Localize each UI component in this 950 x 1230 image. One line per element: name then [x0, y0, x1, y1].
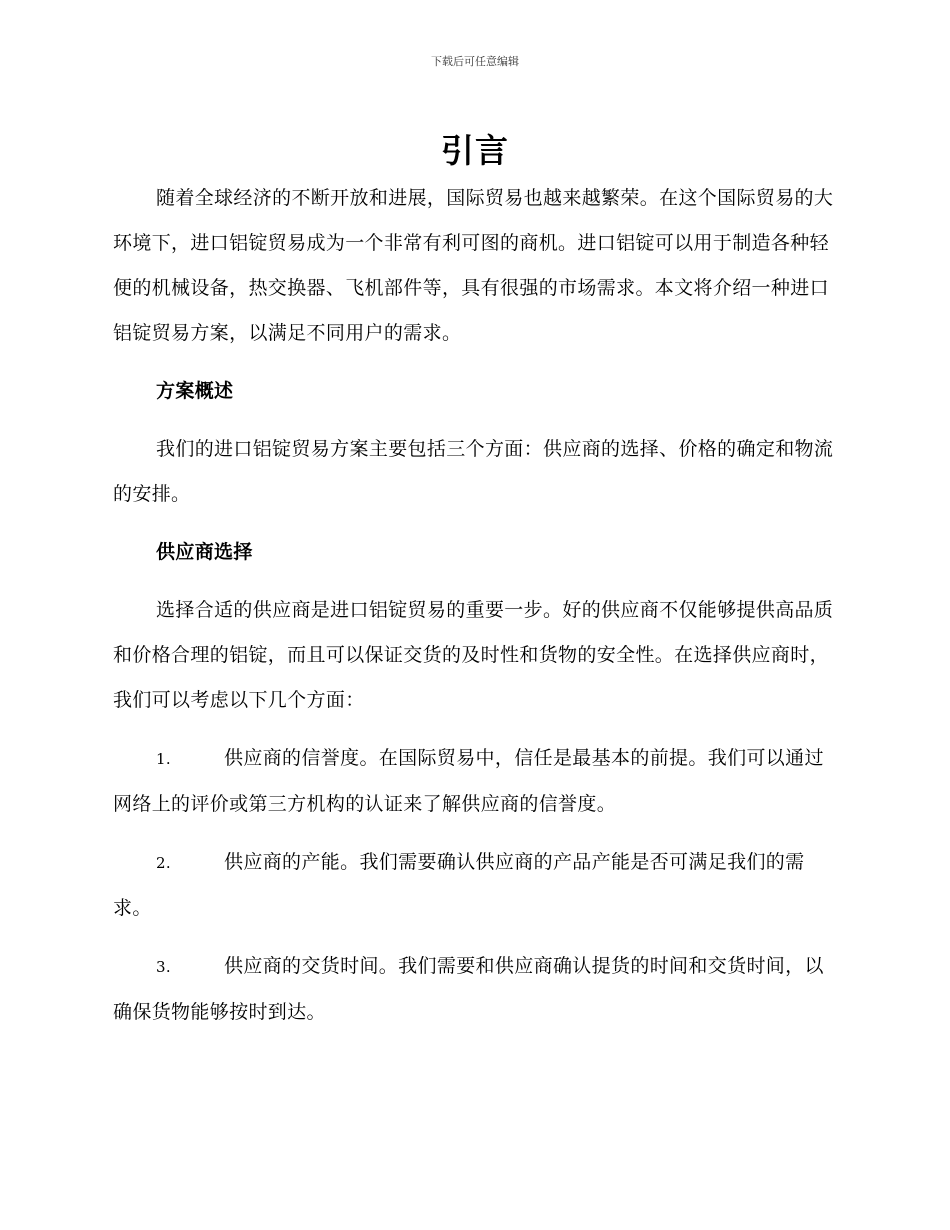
list-item: [113, 840, 837, 931]
list-text: 供应商的交货时间。我们需要和供应商确认提货的时间和交货时间，以确保货物能够按时到达。: [113, 955, 824, 1023]
spacer: [113, 575, 837, 588]
list-number: 2.: [156, 854, 172, 872]
spacer: [113, 723, 837, 736]
spacer: [113, 356, 837, 369]
intro-paragraph: 随着全球经济的不断开放和进展，国际贸易也越来越繁荣。在这个国际贸易的大环境下，进口铝锭贸易成为一个非常有利可图的商机。进口铝锭可以用于制造各种轻便的机械设备，热交换器、飞机部件等，具有很强的市场需求。本文将介绍一种进口铝锭贸易方案，以满足不同用户的需求。: [113, 187, 834, 344]
list-text: 供应商的信誉度。在国际贸易中，信任是最基本的前提。我们可以通过网络上的评价或第三方机构的认证来了解供应商的信誉度。: [113, 747, 824, 815]
document-body: [113, 126, 837, 1035]
section-heading-supplier: 供应商选择: [156, 541, 253, 563]
section-heading-overview: 方案概述: [156, 380, 234, 402]
spacer: [113, 414, 837, 427]
header-note: 下载后可任意编辑: [431, 55, 519, 68]
list-text: 供应商的产能。我们需要确认供应商的产品产能是否可满足我们的需求。: [113, 851, 805, 919]
section-body-overview: 我们的进口铝锭贸易方案主要包括三个方面：供应商的选择、价格的确定和物流的安排。: [113, 438, 834, 505]
section-body-supplier: 选择合适的供应商是进口铝锭贸易的重要一步。好的供应商不仅能够提供高品质和价格合理的铝锭，而且可以保证交货的及时性和货物的安全性。在选择供应商时，我们可以考虑以下几个方面：: [113, 599, 834, 711]
list-number: 3.: [156, 958, 172, 976]
list-item: [113, 736, 837, 827]
page-title: 引言: [441, 131, 509, 170]
list-item: [113, 944, 837, 1035]
spacer: [113, 517, 837, 530]
spacer: [113, 827, 837, 840]
list-number: 1.: [156, 750, 172, 768]
spacer: [113, 931, 837, 944]
